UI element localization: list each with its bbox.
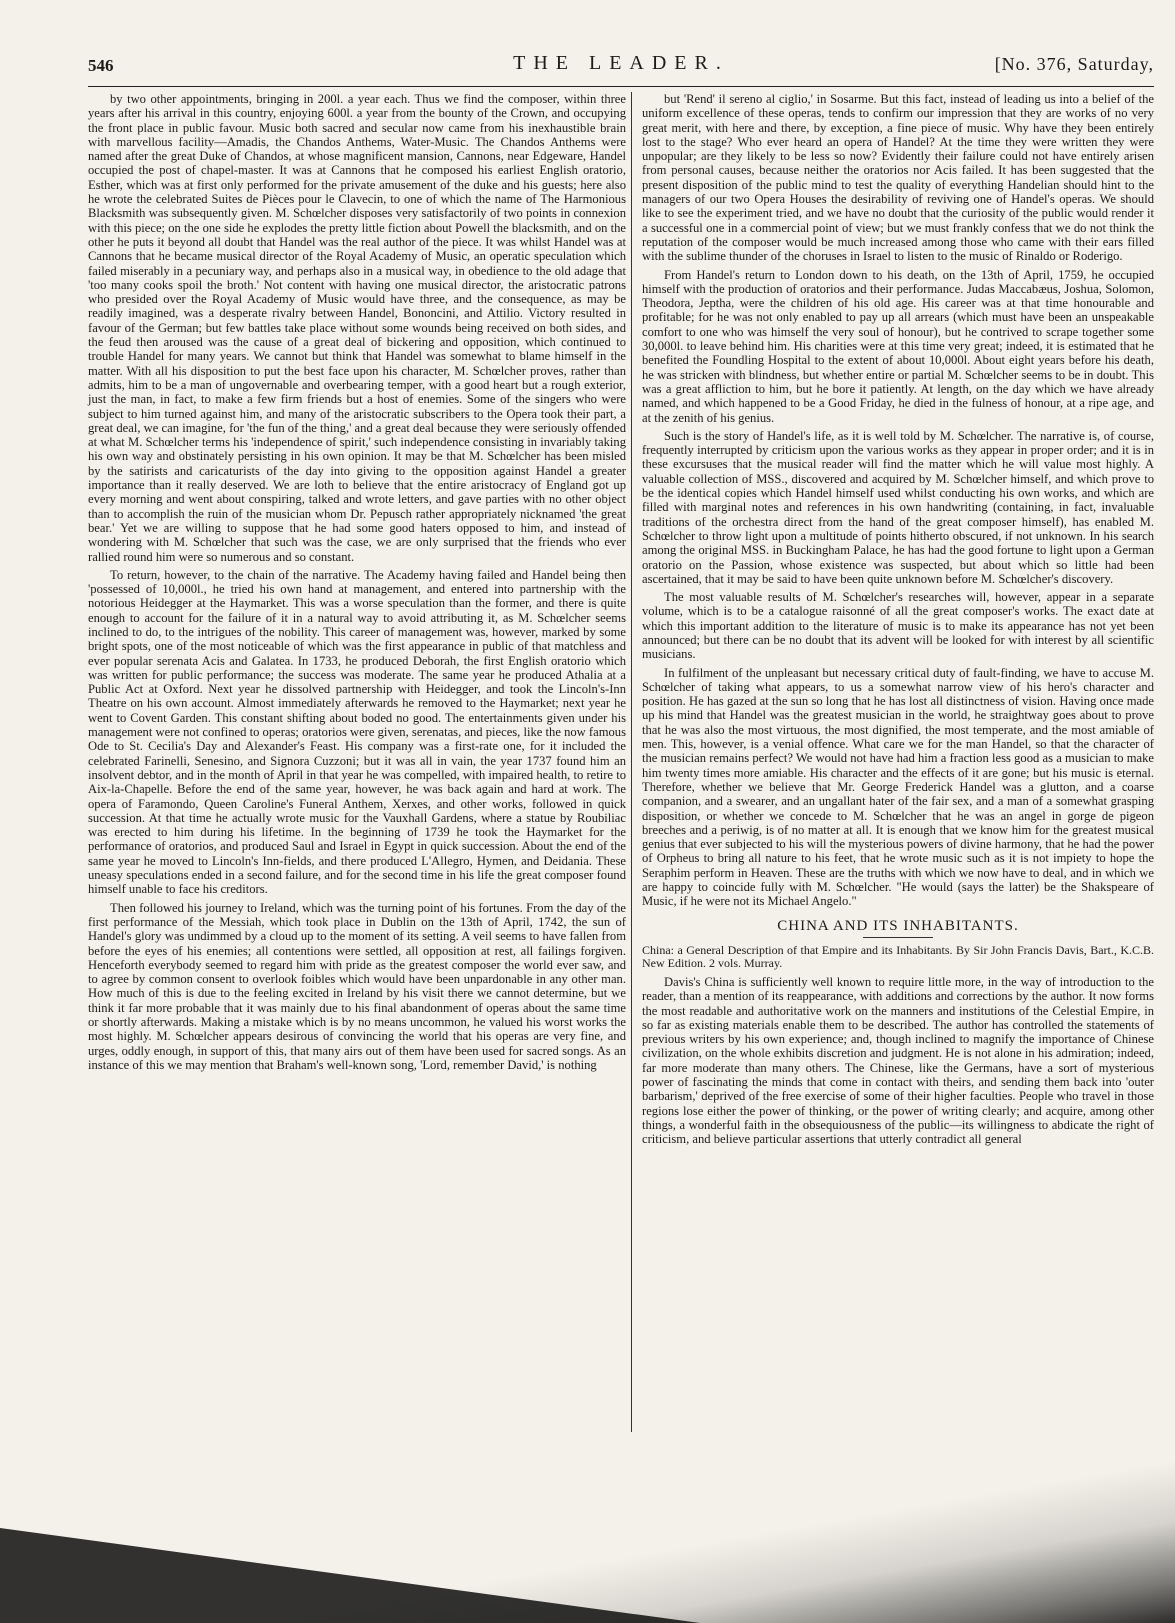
- right-paragraph-4: The most valuable results of M. Schœlcher's researches will, however, appear in a separate volume, which is to be a catalogue raisonné of all the great composer's works. The exact date at which this important addition to the literature of music is to make its appearance has not yet been announced; but there can be no doubt that its advent will be looked for with interest by all scientific musicians.: [642, 590, 1154, 662]
- right-paragraph-1: but 'Rend' il sereno al ciglio,' in Sosarme. But this fact, instead of leading us into a belief of the uniform excellence of these operas, tends to confirm our impression that they are works of no very great merit, with here and there, by exception, a fine piece of music. Why have they been entirely lost to the stage? Who ever heard an opera of Handel? At the time they were written they were unpopular; are they likely to be less so now? Evidently their failure could not have entirely arisen from personal causes, because neither the oratorios nor Acis failed. It has been suggested that the present disposition of the public mind to test the quality of everything Handelian should hint to the managers of our two Opera Houses the desirability of reviving one of Handel's operas. We should like to see the experiment tried, and we have no doubt that the curiosity of the public would render it a successful one in a commercial point of view; but we must frankly confess that we do not think the reputation of the composer would be much increased among those who came with their ears filled with the sublime thunder of the choruses in Israel to listen to the music of Rinaldo or Roderigo.: [642, 92, 1154, 264]
- section-rule: [863, 937, 933, 938]
- right-paragraph-3: Such is the story of Handel's life, as it is well told by M. Schœlcher. The narrative is, of course, frequently interrupted by criticism upon the various works as they appear in proper order; and it is in these excursuses that the musical reader will find the matter which he will value most highly. A valuable collection of MSS., discovered and acquired by M. Schœlcher himself, and which prove to be the identical copies which Handel himself used whilst conducting his own works, and which are filled with marginal notes and references in his own handwriting (containing, in fact, invaluable traditions of the orchestra direct from the hand of the great composer himself), has enabled M. Schœlcher to throw light upon a multitude of points hitherto obscured, if not unknown. In his search among the original MSS. in Buckingham Palace, he has had the good fortune to light upon a German oratorio on the Passion, whose existence was suspected, but about which so little had been ascertained, that it may be said to have been quite unknown before M. Schœlcher's discovery.: [642, 428, 1154, 586]
- section-title: CHINA AND ITS INHABITANTS.: [777, 917, 1019, 934]
- page-number: 546: [88, 56, 114, 75]
- left-paragraph-2: To return, however, to the chain of the narrative. The Academy having failed and Handel being then 'possessed of 10,000l., he tried his own hand at management, and entered into partnership with the notorious Heidegger at the Haymarket. This was a worse speculation than the former, and there is quite enough to account for the failure of it in a natural way to avoid attributing it, as M. Schœlcher seems inclined to do, to the intrigues of the nobility. This career of management was, however, marked by some bright spots, one of the most noticeable of which was the first appearance in public of that matchless and ever popular serenata Acis and Galatea. In 1733, he produced Deborah, the first English oratorio which was written for public performance; the success was moderate. The same year he produced Athalia at a Public Act at Oxford. Next year he dissolved partnership with Heidegger, and took the Lincoln's-Inn Theatre on his own account. Almost immediately afterwards he removed to the Haymarket; next year he went to Covent Garden. This constant shifting about boded no good. The entertainments given under his management were not confined to operas; oratorios were given, serenatas, and pieces, like the now famous Ode to St. Cecilia's Day and Alexander's Feast. His company was a first-rate one, for it included the celebrated Farinelli, Senesino, and Signora Cuzzoni; but it was all in vain, the year 1737 found him an insolvent debtor, and in the month of April in that year he was compelled, with impaired health, to retire to Aix-la-Chapelle. Before the end of the same year, however, he was back again and hard at work. The opera of Faramondo, Queen Caroline's Funeral Anthem, Xerxes, and other works, followed in quick succession. At that time he actually wrote music for the Vauxhall Gardens, where a statue by Roubiliac was erected to him during his lifetime. In the beginning of 1739 he took the Haymarket for the performance of oratorios, and produced Saul and Israel in Egypt in quick succession. About the end of the same year he moved to Lincoln's Inn-fields, and there produced L'Allegro, Hymen, and Deidania. These uneasy speculations ended in a second failure, and for the second time in his life the great composer found himself unable to face his creditors.: [88, 567, 626, 897]
- column-divider: [631, 92, 632, 1432]
- header-rule: [88, 86, 1154, 87]
- left-paragraph-3: Then followed his journey to Ireland, which was the turning point of his fortunes. From the day of the first performance of the Messiah, which took place in Dublin on the 13th of April, 1742, the sun of Handel's glory was undimmed by a cloud up to the moment of its setting. A veil seems to have fallen from before the eyes of his enemies; all contentions were settled, all opposition at rest, all failings forgiven. Henceforth everybody seemed to regard him with pride as the greatest composer the world ever saw, and to agree by common consent to overlook foibles which would have been unpardonable in any other man. How much of this is due to the feeling excited in Ireland by his visit there we cannot determine, but we think it far more probable that it was mainly due to his final abandonment of operas about the same time or shortly afterwards. Making a mistake which is by no means uncommon, he valued his worst works the most highly. M. Schœlcher appears desirous of convincing the world that his operas are very fine, and urges, oddly enough, in support of this, that many airs out of them have been used for sacred songs. As an instance of this we may mention that Braham's well-known song, 'Lord, remember David,' is nothing: [88, 900, 626, 1072]
- page-header: [88, 50, 1154, 80]
- right-column: [642, 92, 1154, 1146]
- book-citation: China: a General Description of that Empire and its Inhabitants. By Sir John Francis Davis, Bart., K.C.B. New Edition. 2 vols. Murray.: [642, 942, 1154, 971]
- page-corner-shadow: [0, 1528, 700, 1623]
- section-body: Davis's China is sufficiently well known to require little more, in the way of introduction to the reader, than a mention of its reappearance, with additions and corrections by the author. It now forms the most readable and authoritative work on the manners and institutions of the Celestial Empire, in so far as existing materials enable them to be described. The author has controlled the statements of previous writers by his own experience; and, though inclined to magnify the importance of Chinese civilization, on the whole exhibits discretion and judgment. He is not alone in his admiration; indeed, far more moderate than many others. The Chinese, like the Germans, have a sort of mysterious power of fascinating the minds that come in contact with theirs, and sending them back into 'outer barbarism,' deprived of the free exercise of some of their higher faculties. People who travel in those regions lose either the power of thinking, or the power of writing clearly; and acquire, among other things, a wonderful faith in the obsequiousness of the public—its willingness to abdicate the right of criticism, and believe particular assertions that utterly contradict all general: [642, 974, 1154, 1147]
- right-paragraph-5: In fulfilment of the unpleasant but necessary critical duty of fault-finding, we have to accuse M. Schœlcher of taking what appears, to us a somewhat narrow view of his hero's character and position. He has gazed at the sun so long that he has lost all distinctness of vision. Having once made up his mind that Handel was the greatest musician in the world, he straightway goes about to prove that he was also the most virtuous, the most dignified, the most temperate, and the most amiable of men. This, however, is a venial offence. What care we for the man Handel, so that the character of the musician remains perfect? We would not have had him a fraction less good as a musician to make him twenty times more amiable. His character and the effects of it are gone; but his music is eternal. Therefore, whether we believe that Mr. George Frederick Handel was a glutton, and a coarse companion, and a swearer, and an ungallant hater of the fair sex, and a man of a somewhat grasping disposition, or whether we concede to M. Schœlcher that he was an angel in gorge de pigeon breeches and a periwig, is of no matter at all. It is enough that we know him for the greatest musical genius that ever subjected to his will the mysterious powers of divine harmony, that he had the power of Orpheus to bring all nature to his feet, that he wrote music such as it is not impiety to hope the Seraphim perform in Heaven. These are the truths with which we now have to deal, and in which we are happy to coincide fully with M. Schœlcher. "He would (says the latter) be the Shakspeare of Music, if he were not its Michael Angelo.": [642, 665, 1154, 909]
- masthead-title: THE LEADER.: [513, 52, 729, 74]
- left-column: [88, 92, 626, 1072]
- issue-number: [No. 376, Saturday,: [994, 54, 1154, 74]
- right-paragraph-2: From Handel's return to London down to his death, on the 13th of April, 1759, he occupied himself with the production of oratorios and their performance. Judas Maccabæus, Joshua, Solomon, Theodora, Jeptha, were the children of his old age. His career was at that time honourable and profitable; for he was not only enabled to pay up all arrears (which must have been an unspeakable comfort to one who was himself the very soul of honour), but he contrived to scrape together some 30,000l. to leave behind him. His charities were at this time very great; indeed, it is estimated that he benefited the Foundling Hospital to the extent of about 10,000l. About eight years before his death, he was stricken with blindness, but whether entire or partial M. Schœlcher seems to be in doubt. This was a great affliction to him, but he bore it patiently. At length, on the day which we have already named, and which happened to be a Good Friday, he died in the fulness of honour, at a ripe age, and at the zenith of his genius.: [642, 267, 1154, 425]
- left-paragraph-1: by two other appointments, bringing in 200l. a year each. Thus we find the composer, within three years after his arrival in this country, enjoying 600l. a year from the bounty of the Crown, and occupying the front place in public favour. Music both sacred and secular now came from his inexhaustible brain with marvellous facility—Amadis, the Chandos Anthems, Water-Music. The Chandos Anthems were named after the great Duke of Chandos, at whose magnificent mansion, Cannons, near Edgeware, Handel occupied the post of chapel-master. It was at Cannons that he composed his earliest English oratorio, Esther, which was at first only performed for the private amusement of the duke and his guests; here also he wrote the celebrated Suites de Pièces pour le Clavecin, to one of which the name of The Harmonious Blacksmith was subsequently given. M. Schœlcher disposes very satisfactorily of two points in connexion with this piece; on the one side he explodes the pretty little fiction about Powell the blacksmith, and on the other he puts it beyond all doubt that Handel was the real author of the piece. It was whilst Handel was at Cannons that he became musical director of the Royal Academy of Music, an operatic speculation which failed miserably in a pecuniary way, and perhaps also in a musical way, in obedience to the old adage that 'too many cooks spoil the broth.' Not content with having one musical director, the aristocratic patrons who presided over the Royal Academy of Music would have three, and the consequence, as may be readily imagined, was a desperate rivalry between Handel, Bononcini, and Attilio. Victory resulted in favour of the German; but few battles take place without some wounds being received on both sides, and the feud then aroused was the cause of a great deal of bickering and opposition, which continued to trouble Handel for many years. We cannot but think that Handel was somewhat to blame himself in the matter. With all his disposition to put the best face upon his character, M. Schœlcher proves, rather than admits, him to be a man of ungovernable and overbearing temper, with a good heart but a rough exterior, just the man, in fact, to make a few firm friends but a host of enemies. Some of the singers who were subject to him turned against him, and many of the aristocratic subscribers to the Opera took their part, a great deal, we can imagine, for 'the fun of the thing,' and a great deal because they were seriously offended at what M. Schœlcher terms his 'independence of spirit,' such independence consisting in invariably taking his own way and obstinately persisting in his own opinion. It may be that M. Schœlcher has been misled by the satirists and caricaturists of the day into giving to the opposition against Handel a greater importance than it really deserved. We are loth to believe that the entire aristocracy of England got up every morning and went about conspiring, talked and wrote letters, and gave parties with no other object than to accomplish the ruin of the musician whom Dr. Pepusch rather appropriately nicknamed 'the great bear.' Yet we are willing to suppose that he had some good haters opposed to him, and instead of wondering with M. Schœlcher that such was the case, we are only surprised that the friends who ever rallied round him were so numerous and so constant.: [88, 92, 626, 564]
